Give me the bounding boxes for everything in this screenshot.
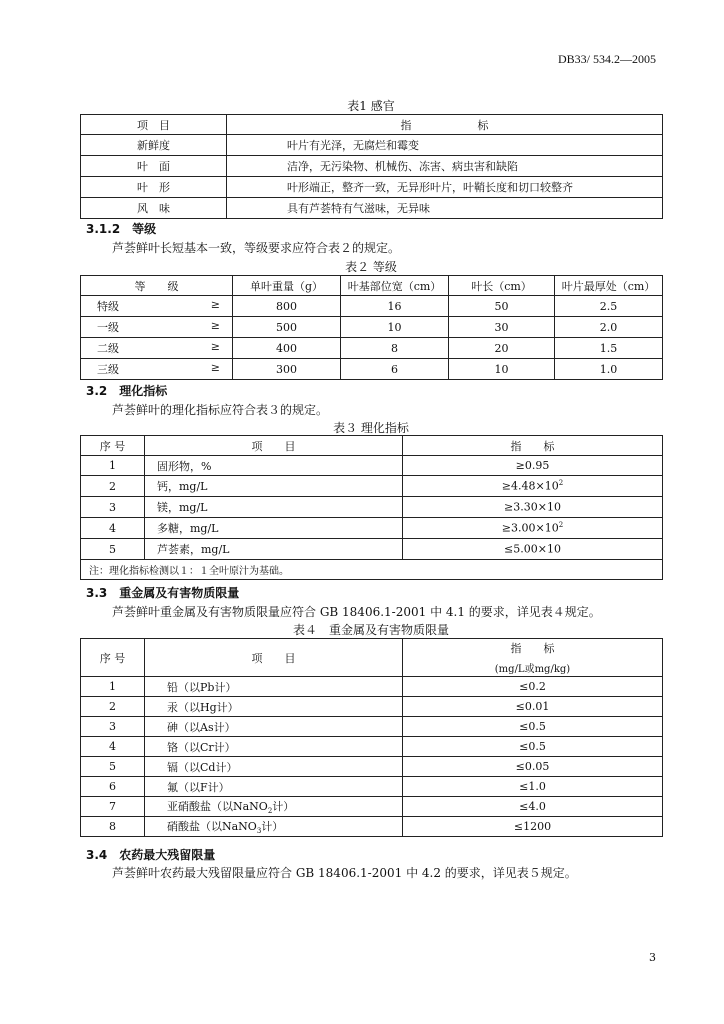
table3-value: ≥0.95	[403, 456, 663, 476]
table1-row-item: 新鲜度	[81, 135, 227, 156]
section-3-1-2-heading: 3.1.2 等级	[86, 222, 157, 236]
table4-head-no: 序 号	[81, 639, 145, 677]
item-text-suffix: 计）	[261, 819, 284, 833]
table3-no: 2	[81, 476, 145, 497]
table4-value: ≤4.0	[403, 797, 663, 817]
item-text-suffix: 计）	[272, 799, 295, 813]
table4-value: ≤0.5	[403, 737, 663, 757]
table3-item: 芦荟素，mg/L	[145, 539, 403, 560]
item-text: 亚硝酸盐（以NaNO	[167, 799, 268, 813]
table2-grade-cell	[81, 317, 233, 338]
table2-cell: 2.5	[555, 296, 663, 317]
item-text: 硝酸盐（以NaNO	[167, 819, 257, 833]
table1-row-desc: 具有芦荟特有气滋味，无异味	[227, 198, 663, 219]
table4-no: 2	[81, 697, 145, 717]
section-3-2-heading: 3.2 理化指标	[86, 384, 168, 398]
table4-no: 3	[81, 717, 145, 737]
table3-item: 多糖，mg/L	[145, 518, 403, 539]
table3-item: 钙，mg/L	[145, 476, 403, 497]
table2-cell: 800	[233, 296, 341, 317]
table2-cell: 2.0	[555, 317, 663, 338]
table3-no: 4	[81, 518, 145, 539]
table2-grade-cell	[81, 359, 233, 380]
table4-value: ≤1.0	[403, 777, 663, 797]
table4-head-item: 项 目	[145, 639, 403, 677]
table2-cell: 50	[449, 296, 555, 317]
table2-cell: 500	[233, 317, 341, 338]
table2-grade-cell	[81, 296, 233, 317]
value-base: ≥4.48×10	[501, 479, 559, 493]
table4-value: ≤0.2	[403, 677, 663, 697]
item-subscript: 3	[256, 827, 262, 836]
table4-item	[145, 797, 403, 817]
table4-no: 8	[81, 817, 145, 837]
table4-value: ≤0.05	[403, 757, 663, 777]
table4-no: 5	[81, 757, 145, 777]
table4-head-index	[403, 639, 663, 677]
table4-item: 铬（以Cr计）	[145, 737, 403, 757]
section-3-3-text: 芦荟鲜叶重金属及有害物质限量应符合 GB 18406.1-2001 中 4.1 的要求，详见表４规定。	[112, 605, 601, 619]
item-subscript: 2	[267, 807, 273, 816]
grade-label: 三级	[97, 363, 119, 376]
value-exponent: 2	[558, 521, 564, 530]
page-number: 3	[649, 951, 656, 964]
value-base: ≥3.30×10	[504, 500, 561, 514]
table3-value	[403, 476, 663, 497]
table1-head-index: 指 标	[227, 115, 663, 135]
table3-value	[403, 518, 663, 539]
value-base: ≤5.00×10	[504, 542, 561, 556]
table4-head-unit: (mg/L或mg/kg)	[494, 664, 571, 675]
table3-head-item: 项 目	[145, 436, 403, 456]
table1	[80, 114, 663, 219]
table4-head-index-label: 指 标	[510, 642, 555, 655]
table4-no: 1	[81, 677, 145, 697]
grade-operator: ≥	[210, 319, 220, 332]
table3-caption: 表３ 理化指标	[333, 421, 409, 435]
table3-note: 注：理化指标检测以１：１全叶原汁为基础。	[81, 560, 663, 580]
table2	[80, 275, 663, 380]
table2-cell: 1.5	[555, 338, 663, 359]
table3-value	[403, 539, 663, 560]
table4-no: 6	[81, 777, 145, 797]
table1-row-item: 叶 形	[81, 177, 227, 198]
table2-cell: 400	[233, 338, 341, 359]
grade-operator: ≥	[210, 340, 220, 353]
table3-head-index: 指 标	[403, 436, 663, 456]
table2-cell: 1.0	[555, 359, 663, 380]
table1-row-item: 风 味	[81, 198, 227, 219]
table4-no: 7	[81, 797, 145, 817]
section-3-1-2-text: 芦荟鲜叶长短基本一致，等级要求应符合表２的规定。	[112, 241, 401, 255]
table4-item: 氟（以F计）	[145, 777, 403, 797]
table2-head-width: 叶基部位宽（cm）	[341, 276, 449, 296]
grade-label: 一级	[97, 321, 119, 334]
section-3-4-text: 芦荟鲜叶农药最大残留限量应符合 GB 18406.1-2001 中 4.2 的要求，详见表５规定。	[112, 866, 577, 880]
table4-caption: 表４ 重金属及有害物质限量	[292, 623, 449, 637]
section-3-2-text: 芦荟鲜叶的理化指标应符合表３的规定。	[112, 403, 329, 417]
grade-label: 二级	[97, 342, 119, 355]
table3-no: 1	[81, 456, 145, 476]
table2-cell: 20	[449, 338, 555, 359]
value-exponent: 2	[558, 479, 564, 488]
table4-no: 4	[81, 737, 145, 757]
grade-label: 特级	[97, 300, 119, 313]
document-number: DB33/ 534.2—2005	[557, 52, 656, 66]
grade-operator: ≥	[210, 298, 220, 311]
table3-item: 镁，mg/L	[145, 497, 403, 518]
table1-row-desc: 叶片有光泽，无腐烂和霉变	[227, 135, 663, 156]
table2-cell: 10	[341, 317, 449, 338]
table4-item: 镉（以Cd计）	[145, 757, 403, 777]
grade-operator: ≥	[210, 361, 220, 374]
table4-item: 砷（以As计）	[145, 717, 403, 737]
section-3-4-heading: 3.4 农药最大残留限量	[86, 848, 216, 862]
table1-caption: 表1 感官	[347, 99, 395, 113]
table2-grade-cell	[81, 338, 233, 359]
table4-item: 铅（以Pb计）	[145, 677, 403, 697]
table2-cell: 6	[341, 359, 449, 380]
table1-row-item: 叶 面	[81, 156, 227, 177]
table3-no: 3	[81, 497, 145, 518]
table3-head-no: 序 号	[81, 436, 145, 456]
table3-item: 固形物，%	[145, 456, 403, 476]
table2-cell: 8	[341, 338, 449, 359]
table2-head-length: 叶长（cm）	[449, 276, 555, 296]
table1-row-desc: 叶形端正，整齐一致，无异形叶片，叶鞘长度和切口较整齐	[227, 177, 663, 198]
table1-head-item: 项 目	[81, 115, 227, 135]
table3-value	[403, 497, 663, 518]
table2-caption: 表２ 等级	[345, 260, 397, 274]
table2-cell: 10	[449, 359, 555, 380]
value-base: ≥3.00×10	[501, 521, 559, 535]
table4-item	[145, 817, 403, 837]
table4-value: ≤1200	[403, 817, 663, 837]
table2-cell: 30	[449, 317, 555, 338]
table2-cell: 16	[341, 296, 449, 317]
section-3-3-heading: 3.3 重金属及有害物质限量	[86, 586, 240, 600]
table4-value: ≤0.5	[403, 717, 663, 737]
table4	[80, 638, 663, 837]
table3-no: 5	[81, 539, 145, 560]
table2-head-weight: 单叶重量（g）	[233, 276, 341, 296]
table3	[80, 435, 663, 580]
table2-head-grade: 等 级	[81, 276, 233, 296]
table2-cell: 300	[233, 359, 341, 380]
table1-row-desc: 洁净，无污染物、机械伤、冻害、病虫害和缺陷	[227, 156, 663, 177]
table4-item: 汞（以Hg计）	[145, 697, 403, 717]
table4-value: ≤0.01	[403, 697, 663, 717]
table2-head-thickness: 叶片最厚处（cm）	[555, 276, 663, 296]
